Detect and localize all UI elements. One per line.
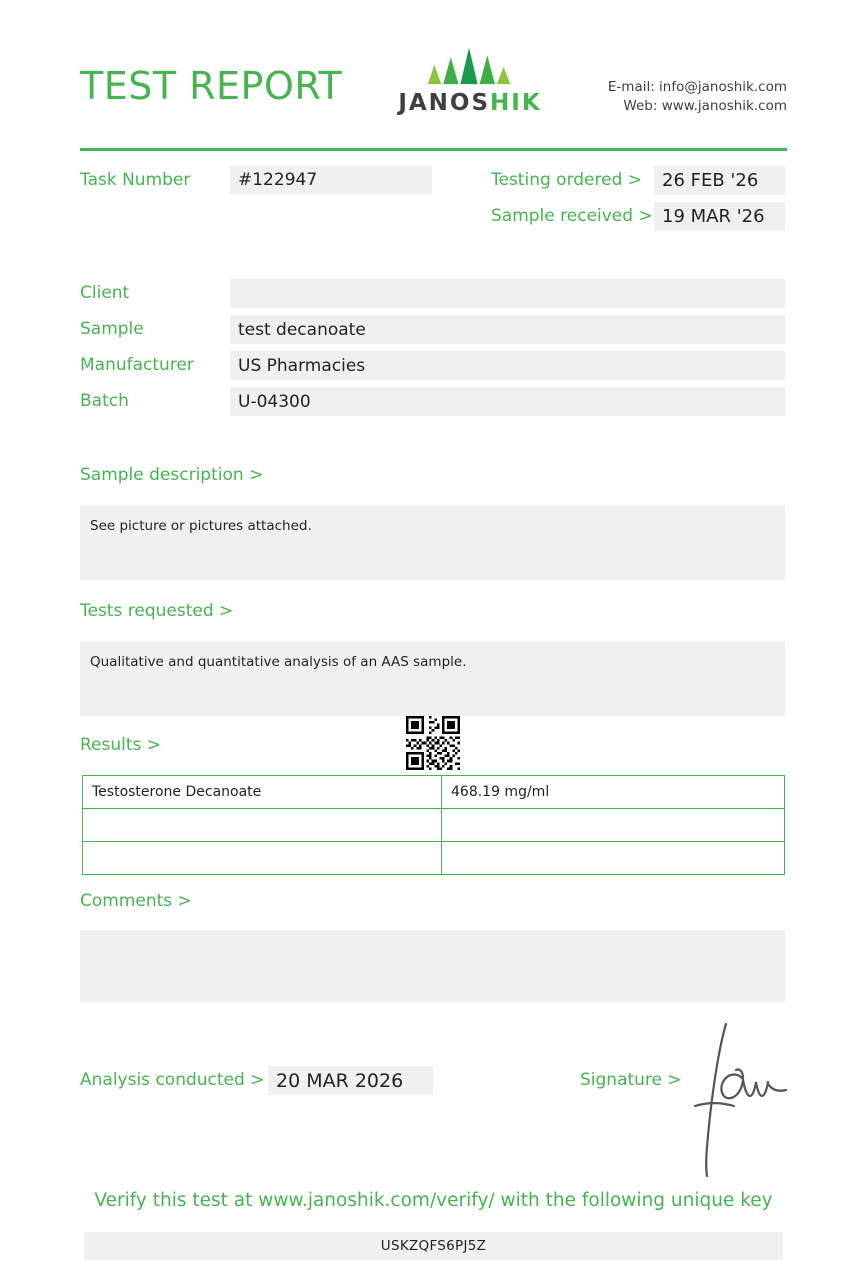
contact-web: Web: www.janoshik.com xyxy=(623,98,787,114)
result-compound xyxy=(83,842,442,875)
batch-value: U-04300 xyxy=(230,387,785,416)
sample-description-text: See picture or pictures attached. xyxy=(80,505,785,580)
brand-wordmark xyxy=(375,90,565,116)
table-row xyxy=(83,776,785,809)
sample-label: Sample xyxy=(80,319,144,339)
qr-code-icon xyxy=(406,716,460,770)
info-row-client xyxy=(80,279,785,308)
brand-wordmark-dark: JANOS xyxy=(398,90,491,116)
info-row-manufacturer xyxy=(80,351,785,380)
task-number-label: Task Number xyxy=(80,170,191,190)
sample-received-value: 19 MAR '26 xyxy=(654,202,785,231)
sample-value: test decanoate xyxy=(230,315,785,344)
brand-logo xyxy=(375,40,565,116)
info-row-batch xyxy=(80,387,785,416)
result-amount xyxy=(442,842,785,875)
testing-ordered-value: 26 FEB '26 xyxy=(654,166,785,195)
table-row xyxy=(83,809,785,842)
table-row xyxy=(83,842,785,875)
manufacturer-label: Manufacturer xyxy=(80,355,194,375)
report-header xyxy=(80,40,787,140)
results-table xyxy=(82,775,785,875)
task-number-value: #122947 xyxy=(230,166,432,194)
result-amount: 468.19 mg/ml xyxy=(442,776,785,809)
batch-label: Batch xyxy=(80,391,129,411)
manufacturer-value: US Pharmacies xyxy=(230,351,785,380)
testing-ordered-label: Testing ordered > xyxy=(491,170,643,190)
client-info-block xyxy=(80,279,785,423)
result-compound: Testosterone Decanoate xyxy=(83,776,442,809)
signature-label: Signature > xyxy=(580,1070,682,1090)
unique-key-value: USKZQFS6PJ5Z xyxy=(84,1232,783,1260)
info-row-sample xyxy=(80,315,785,344)
tests-requested-heading: Tests requested > xyxy=(80,601,234,621)
analysis-conducted-value: 20 MAR 2026 xyxy=(268,1066,433,1095)
signature-icon xyxy=(690,1020,800,1180)
sample-received-label: Sample received > xyxy=(491,206,653,226)
result-compound xyxy=(83,809,442,842)
comments-text xyxy=(80,930,785,1002)
verify-text: Verify this test at www.janoshik.com/verify/ with the following unique key xyxy=(94,1190,773,1211)
contact-block xyxy=(608,78,787,116)
comments-heading: Comments > xyxy=(80,891,192,911)
client-value xyxy=(230,279,785,308)
client-label: Client xyxy=(80,283,130,303)
header-divider xyxy=(80,148,787,151)
result-amount xyxy=(442,809,785,842)
sample-description-heading: Sample description > xyxy=(80,465,264,485)
results-heading: Results > xyxy=(80,735,162,755)
analysis-conducted-label: Analysis conducted > xyxy=(80,1070,265,1090)
tests-requested-text: Qualitative and quantitative analysis of an AAS sample. xyxy=(80,641,785,716)
page-title: TEST REPORT xyxy=(80,64,343,108)
contact-email: E-mail: info@janoshik.com xyxy=(607,79,787,95)
brand-wordmark-green: HIK xyxy=(490,90,542,116)
mountain-logo-icon xyxy=(422,40,518,88)
